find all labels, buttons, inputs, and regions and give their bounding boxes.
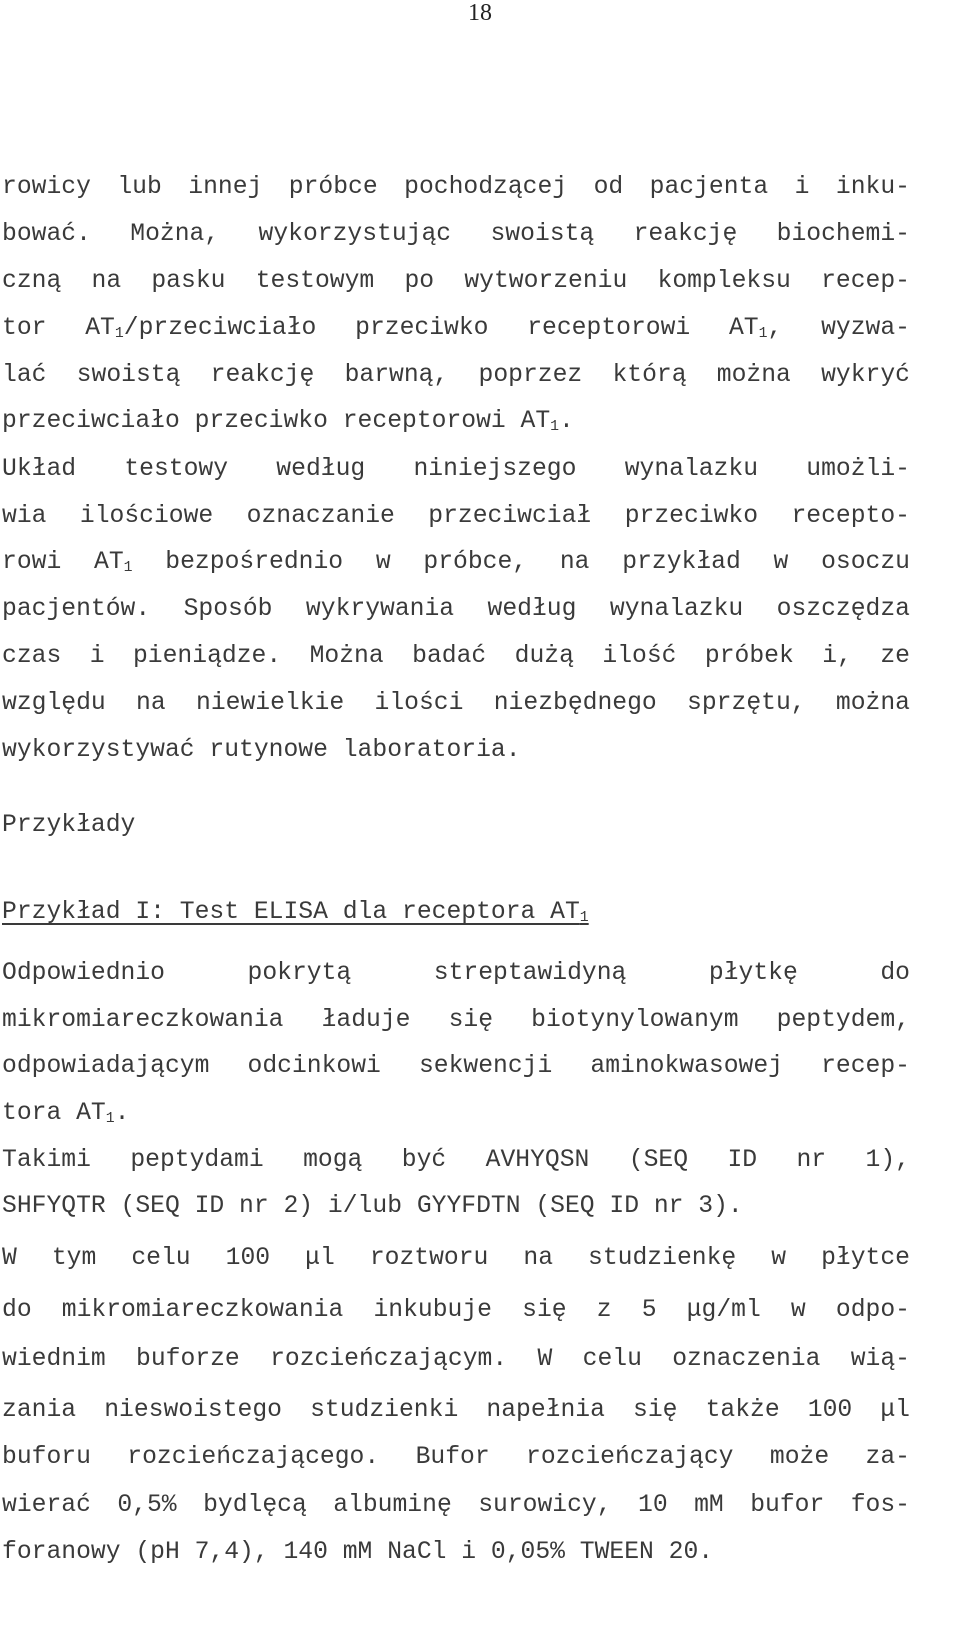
section-heading: Przykłady [2, 811, 136, 839]
text-line: tora $AT_1$. [2, 1099, 130, 1127]
text-line: odpowiadającym odcinkowi sekwencji aminokwasowej recep- [2, 1052, 910, 1080]
page-number: 18 [468, 0, 492, 26]
text-line: wykorzystywać rutynowe laboratoria. [2, 736, 521, 764]
text-line: zania nieswoistego studzienki napełnia się także 100 μl [2, 1396, 910, 1424]
text-line: rowicy lub innej próbce pochodzącej od pacjenta i inku- [2, 173, 910, 201]
text-line: tor $AT_1$/przeciwciało przeciwko receptorowi $AT_1$, wyzwa- [2, 314, 911, 342]
text-line: SHFYQTR (SEQ ID nr 2) i/lub GYYFDTN (SEQ ID nr 3). [2, 1192, 743, 1220]
text-line: Odpowiednio pokrytą streptawidyną płytkę do [2, 959, 910, 987]
text-line: pacjentów. Sposób wykrywania według wynalazku oszczędza [2, 595, 910, 623]
text-line: bować. Można, wykorzystując swoistą reakcję biochemi- [2, 220, 910, 248]
text-line: wierać 0,5% bydlęcą albuminę surowicy, 10 mM bufor fos- [2, 1491, 910, 1519]
text-line: Układ testowy według niniejszego wynalazku umożli- [2, 455, 910, 483]
text-line: foranowy (pH 7,4), 140 mM NaCl i 0,05% TWEEN 20. [2, 1538, 714, 1566]
example-heading: Przykład I: Test ELISA dla receptora $AT_1$ [2, 898, 589, 926]
text-line: W tym celu 100 μl roztworu na studzienkę w płytce [2, 1244, 910, 1272]
text-line: mikromiareczkowania ładuje się biotynylowanym peptydem, [2, 1006, 910, 1034]
text-line: wiednim buforze rozcieńczającym. W celu oznaczenia wią- [2, 1345, 910, 1373]
text-line: buforu rozcieńczającego. Bufor rozcieńczający może za- [2, 1443, 910, 1471]
text-line: czas i pieniądze. Można badać dużą ilość próbek i, ze [2, 642, 910, 670]
text-line: rowi $AT_1$ bezpośrednio w próbce, na przykład w osoczu [2, 548, 910, 576]
text-line: wia ilościowe oznaczanie przeciwciał przeciwko recepto- [2, 502, 910, 530]
text-line: względu na niewielkie ilości niezbędnego sprzętu, można [2, 689, 910, 717]
text-line: czną na pasku testowym po wytworzeniu kompleksu recep- [2, 267, 910, 295]
text-line: do mikromiareczkowania inkubuje się z 5 μg/ml w odpo- [2, 1296, 910, 1324]
text-line: Takimi peptydami mogą być AVHYQSN (SEQ ID nr 1), [2, 1146, 910, 1174]
text-line: lać swoistą reakcję barwną, poprzez którą można wykryć [2, 361, 910, 389]
text-line: przeciwciało przeciwko receptorowi $AT_1$. [2, 407, 574, 435]
